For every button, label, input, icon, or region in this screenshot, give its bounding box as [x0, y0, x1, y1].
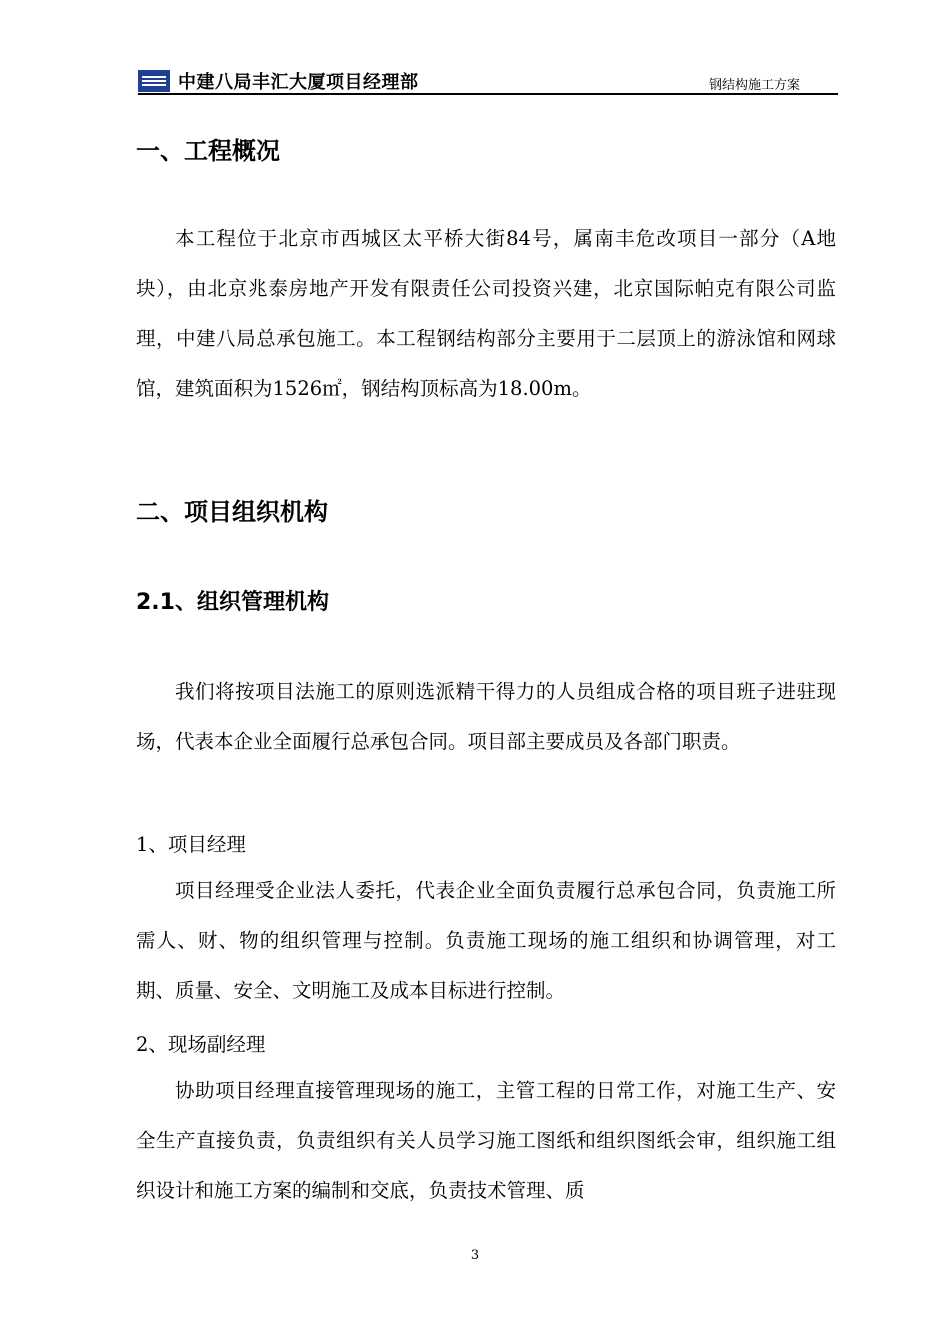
cscec-logo-icon [138, 70, 170, 92]
section-2-1-paragraph: 我们将按项目法施工的原则选派精干得力的人员组成合格的项目班子进驻现场，代表本企业全面履行总承包合同。项目部主要成员及各部门职责。 [136, 680, 836, 753]
page-header [138, 64, 838, 94]
document-title: 钢结构施工方案 [708, 78, 800, 93]
header-divider [138, 93, 838, 95]
item-2-paragraph: 协助项目经理直接管理现场的施工，主管工程的日常工作，对施工生产、安全生产直接负责，负责组织有关人员学习施工图纸和组织图纸会审，组织施工组织设计和施工方案的编制和交底，负责技术管理、质 [136, 1079, 836, 1202]
item-1-label: 1、项目经理 [136, 833, 246, 856]
section-1-heading: 一、工程概况 [136, 137, 280, 165]
page-number: 3 [470, 1248, 480, 1263]
item-1-paragraph: 项目经理受企业法人委托，代表企业全面负责履行总承包合同，负责施工所需人、财、物的组织管理与控制。负责施工现场的施工组织和协调管理，对工期、质量、安全、文明施工及成本目标进行控制。 [136, 879, 836, 1002]
section-1-paragraph: 本工程位于北京市西城区太平桥大街84号，属南丰危改项目一部分（A地块），由北京兆泰房地产开发有限责任公司投资兴建，北京国际帕克有限公司监理，中建八局总承包施工。本工程钢结构部分主要用于二层顶上的游泳馆和网球馆，建筑面积为1526㎡，钢结构顶标高为18.00m。 [136, 227, 836, 400]
section-2-1-heading: 2.1、组织管理机构 [136, 590, 329, 615]
company-name: 中建八局丰汇大厦项目经理部 [178, 72, 419, 93]
section-2-heading: 二、项目组织机构 [136, 498, 328, 526]
item-2-label: 2、现场副经理 [136, 1033, 266, 1056]
